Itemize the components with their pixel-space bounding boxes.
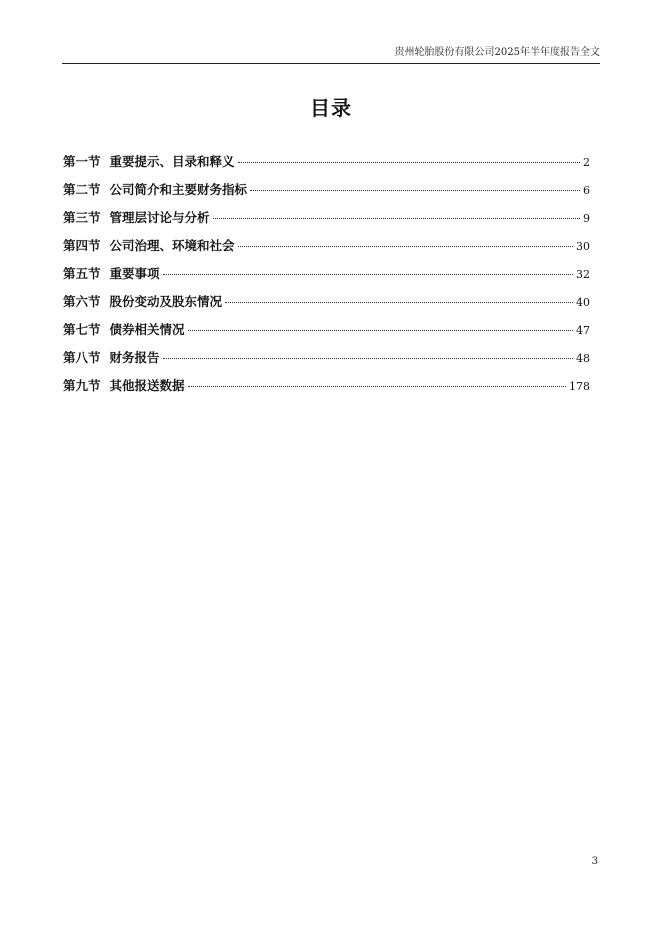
toc-section-number: 第三节	[63, 210, 101, 225]
dot-leader	[163, 358, 573, 359]
dot-leader	[238, 162, 580, 163]
header-divider	[62, 63, 600, 64]
dot-leader	[225, 302, 573, 303]
toc-section-name: 重要提示、目录和释义	[109, 154, 235, 169]
toc-entry[interactable]	[63, 264, 590, 292]
toc-page-number: 48	[576, 352, 590, 365]
toc-page-number: 9	[583, 212, 590, 225]
toc-section-number: 第二节	[63, 182, 101, 197]
dot-leader	[163, 274, 573, 275]
toc-entry[interactable]	[63, 376, 590, 404]
dot-leader	[188, 330, 573, 331]
toc-page-number: 6	[583, 184, 590, 197]
toc-section-number: 第七节	[63, 322, 101, 337]
toc-entry[interactable]	[63, 292, 590, 320]
toc-section-name: 公司简介和主要财务指标	[109, 182, 248, 197]
toc-entry[interactable]	[63, 320, 590, 348]
toc-page-number: 40	[576, 296, 590, 309]
toc-section-number: 第六节	[63, 294, 101, 309]
toc-section-name: 公司治理、环境和社会	[109, 238, 235, 253]
toc-entry[interactable]	[63, 208, 590, 236]
toc-section-number: 第八节	[63, 350, 101, 365]
dot-leader	[238, 246, 573, 247]
toc-section-number: 第一节	[63, 154, 101, 169]
page-number: 3	[591, 856, 598, 867]
toc-section-name: 重要事项	[109, 266, 160, 281]
toc-page-number: 178	[569, 380, 590, 393]
toc-section-name: 股份变动及股东情况	[109, 294, 223, 309]
dot-leader	[213, 218, 580, 219]
dot-leader	[188, 386, 566, 387]
toc-page-number: 30	[576, 240, 590, 253]
toc-section-number: 第五节	[63, 266, 101, 281]
toc-title: 目录	[310, 96, 352, 120]
toc-page-number: 47	[576, 324, 590, 337]
toc-entry[interactable]	[63, 236, 590, 264]
toc-section-name: 管理层讨论与分析	[109, 210, 210, 225]
toc-page-number: 32	[576, 268, 590, 281]
toc-entry[interactable]	[63, 152, 590, 180]
toc-section-name: 财务报告	[109, 350, 160, 365]
toc-section-number: 第九节	[63, 378, 101, 393]
toc-list	[63, 152, 590, 404]
toc-page-number: 2	[583, 156, 590, 169]
toc-entry[interactable]	[63, 348, 590, 376]
running-header: 贵州轮胎股份有限公司2025年半年度报告全文	[394, 47, 600, 58]
toc-section-name: 债券相关情况	[109, 322, 185, 337]
dot-leader	[250, 190, 580, 191]
toc-section-number: 第四节	[63, 238, 101, 253]
toc-entry[interactable]	[63, 180, 590, 208]
toc-section-name: 其他报送数据	[109, 378, 185, 393]
